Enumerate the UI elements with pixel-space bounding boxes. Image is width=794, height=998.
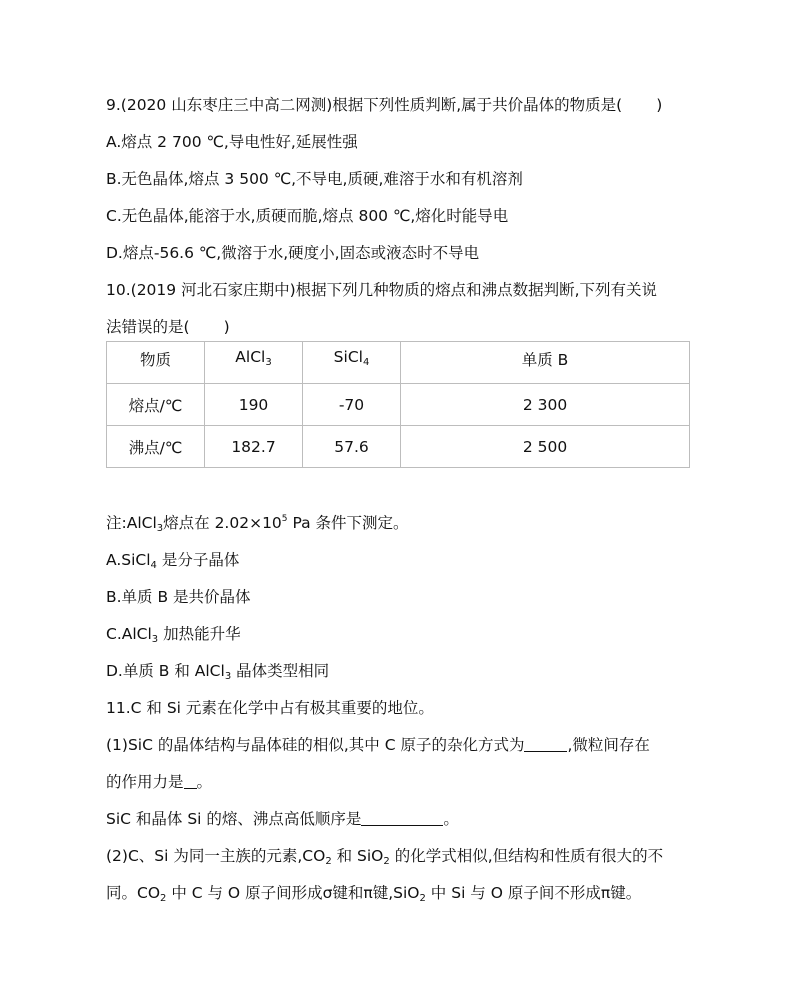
q11-part2-line2 xyxy=(106,883,641,903)
header-alcl3 xyxy=(205,342,303,384)
q10-option-b: B.单质 B 是共价晶体 xyxy=(106,588,251,606)
option-c-sub: 3 xyxy=(151,634,159,645)
part2-text: 的化学式相似,但结构和性质有很大的不 xyxy=(389,847,664,865)
part2-sub: 2 xyxy=(325,856,332,867)
part2-text: 和 SiO xyxy=(331,847,384,865)
q11-part1-line1 xyxy=(106,735,650,755)
part2-text: 中 C 与 O 原子间形成σ键和π键,SiO xyxy=(166,884,420,902)
part1-text-tail: ,微粒间存在 xyxy=(567,736,650,754)
q9-stem-text: 9.(2020 山东枣庄三中高二网测)根据下列性质判断,属于共价晶体的物质是( xyxy=(106,96,623,114)
q10-data-table xyxy=(106,341,690,468)
table-header-row xyxy=(107,342,690,384)
option-a-text: A.SiCl xyxy=(106,551,151,569)
part2-sub: 2 xyxy=(419,893,426,904)
note-text-a: 注:AlCl xyxy=(106,514,157,532)
fill-blank-line xyxy=(524,737,567,752)
q10-stem-line1: 10.(2019 河北石家庄期中)根据下列几种物质的熔点和沸点数据判断,下列有关说 xyxy=(106,281,658,299)
q10-option-c xyxy=(106,624,241,644)
option-d-tail: 晶体类型相同 xyxy=(231,662,330,680)
q11-part2-line1 xyxy=(106,846,663,866)
q9-option-c: C.无色晶体,能溶于水,质硬而脆,熔点 800 ℃,熔化时能导电 xyxy=(106,207,509,225)
q11-stem: 11.C 和 Si 元素在化学中占有极其重要的地位。 xyxy=(106,699,434,717)
part1-text: (1)SiC 的晶体结构与晶体硅的相似,其中 C 原子的杂化方式为 xyxy=(106,736,525,754)
header-substance: 物质 xyxy=(107,342,205,384)
note-text-b: 熔点在 2.02×10 xyxy=(163,514,282,532)
table-cell: 190 xyxy=(205,384,303,426)
header-alcl3-base: AlCl xyxy=(235,348,266,366)
header-sicl4-base: SiCl xyxy=(333,348,363,366)
q10-option-d xyxy=(106,661,329,681)
note-text-c: Pa 条件下测定。 xyxy=(287,514,409,532)
fill-blank-line xyxy=(184,774,197,789)
table-cell: 2 500 xyxy=(401,426,690,468)
option-d-sub: 3 xyxy=(224,671,232,682)
option-a-tail: 是分子晶体 xyxy=(156,551,240,569)
part1-text: 的作用力是 xyxy=(106,773,184,791)
part2-text: 同。CO xyxy=(106,884,161,902)
table-cell: 熔点/℃ xyxy=(107,384,205,426)
note-sub: 3 xyxy=(156,523,164,534)
table-cell: 57.6 xyxy=(303,426,401,468)
table-row xyxy=(107,426,690,468)
table-row xyxy=(107,384,690,426)
header-element-b: 单质 B xyxy=(401,342,690,384)
table-cell: 182.7 xyxy=(205,426,303,468)
q10-note xyxy=(106,513,409,533)
q9-option-d: D.熔点-56.6 ℃,微溶于水,硬度小,固态或液态时不导电 xyxy=(106,244,480,262)
q10-stem-close: ) xyxy=(223,318,230,336)
table-cell: 2 300 xyxy=(401,384,690,426)
q11-part1-line3 xyxy=(106,809,459,829)
option-c-tail: 加热能升华 xyxy=(158,625,241,643)
option-c-text: C.AlCl xyxy=(106,625,152,643)
table-cell: -70 xyxy=(303,384,401,426)
q10-option-a xyxy=(106,550,239,570)
option-d-text: D.单质 B 和 AlCl xyxy=(106,662,225,680)
part2-text: (2)C、Si 为同一主族的元素,CO xyxy=(106,847,326,865)
part1-text-tail: 。 xyxy=(196,773,213,791)
option-a-sub: 4 xyxy=(150,560,157,571)
note-sup: 5 xyxy=(281,514,288,524)
table-cell: 沸点/℃ xyxy=(107,426,205,468)
q11-part1-line2 xyxy=(106,772,212,792)
header-alcl3-sub: 3 xyxy=(265,357,272,368)
q10-stem-text: 法错误的是( xyxy=(106,318,190,336)
header-sicl4 xyxy=(303,342,401,384)
part2-text: 中 Si 与 O 原子间不形成π键。 xyxy=(425,884,642,902)
q10-stem-line2 xyxy=(106,317,230,337)
q9-stem-close: ) xyxy=(656,96,663,114)
fill-blank-line xyxy=(361,811,443,826)
part2-sub: 2 xyxy=(160,893,167,904)
part1-text: SiC 和晶体 Si 的熔、沸点高低顺序是 xyxy=(106,810,362,828)
q9-option-b: B.无色晶体,熔点 3 500 ℃,不导电,质硬,难溶于水和有机溶剂 xyxy=(106,170,523,188)
q9-option-a: A.熔点 2 700 ℃,导电性好,延展性强 xyxy=(106,133,358,151)
part2-sub: 2 xyxy=(383,856,390,867)
part1-text-tail: 。 xyxy=(443,810,459,828)
header-sicl4-sub: 4 xyxy=(362,357,370,368)
q9-stem xyxy=(106,95,662,115)
